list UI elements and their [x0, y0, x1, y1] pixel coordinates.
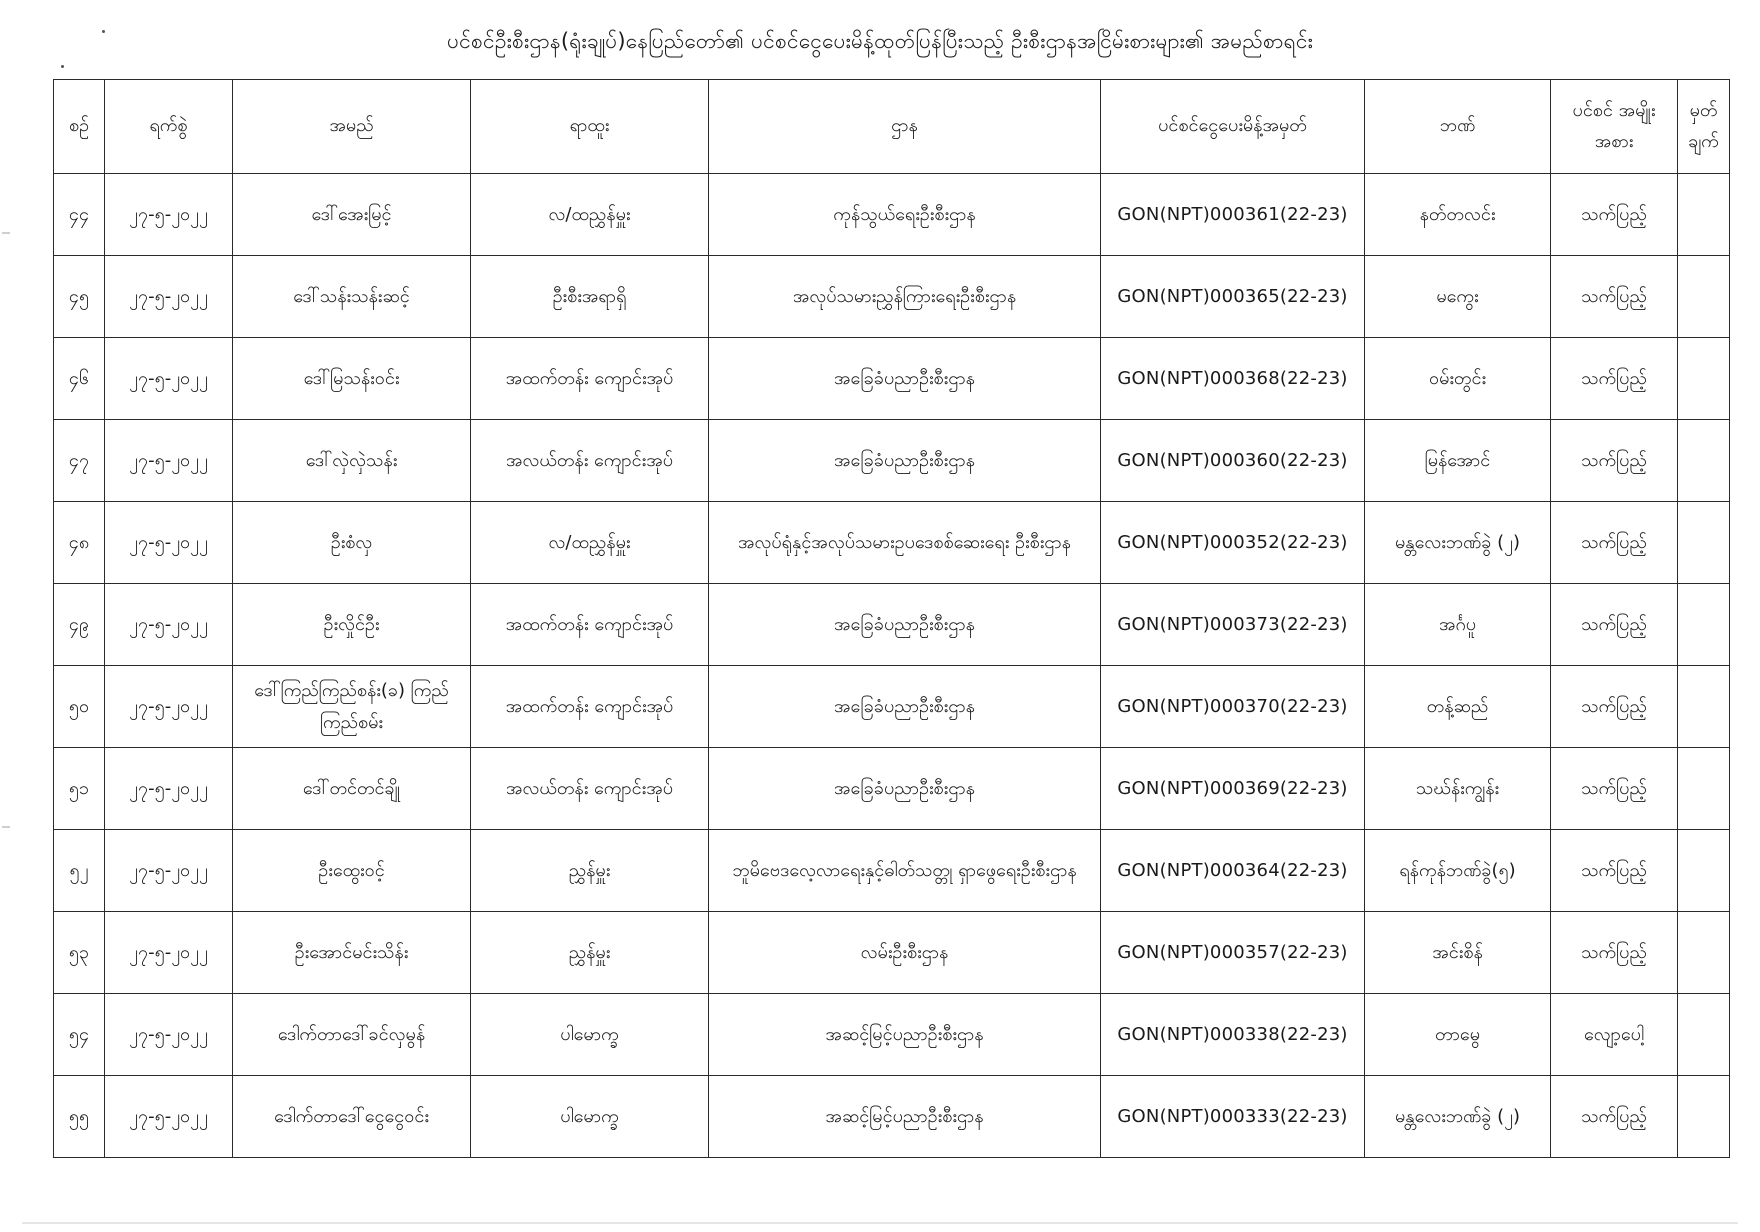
cell-serial: ၄၇: [54, 420, 105, 502]
cell-position: အထက်တန်း ကျောင်းအုပ်: [471, 584, 709, 666]
cell-license: GON(NPT)000370(22-23): [1101, 666, 1365, 748]
cell-pension-type: သက်ပြည့်: [1551, 338, 1678, 420]
table-row: [54, 584, 1730, 666]
cell-position: ပါမောက္ခ: [471, 994, 709, 1076]
cell-bank: ရန်ကုန်ဘဏ်ခွဲ(၅): [1365, 830, 1551, 912]
cell-empty: [1678, 994, 1730, 1076]
cell-empty: [1678, 748, 1730, 830]
cell-department: အခြေခံပညာဦးစီးဌာန: [709, 666, 1101, 748]
cell-department: အလုပ်ရုံနှင့်အလုပ်သမားဥပဒေစစ်ဆေးရေး ဦးစီးဌာန: [709, 502, 1101, 584]
cell-date: ၂၇-၅-၂၀၂၂: [105, 830, 233, 912]
cell-department: ကုန်သွယ်ရေးဦးစီးဌာန: [709, 174, 1101, 256]
cell-pension-type: လျော့ပေါ့: [1551, 994, 1678, 1076]
scan-margin-mark: [2, 826, 10, 828]
cell-date: ၂၇-၅-၂၀၂၂: [105, 748, 233, 830]
table-row: [54, 420, 1730, 502]
table-row: [54, 666, 1730, 748]
cell-pension-type: သက်ပြည့်: [1551, 748, 1678, 830]
cell-empty: [1678, 830, 1730, 912]
scan-speck: [61, 65, 64, 68]
cell-date: ၂၇-၅-၂၀၂၂: [105, 338, 233, 420]
cell-date: ၂၇-၅-၂၀၂၂: [105, 420, 233, 502]
table-row: [54, 256, 1730, 338]
cell-license: GON(NPT)000364(22-23): [1101, 830, 1365, 912]
header-bank: ဘဏ်: [1365, 80, 1551, 174]
cell-department: လမ်းဦးစီးဌာန: [709, 912, 1101, 994]
cell-empty: [1678, 666, 1730, 748]
header-department: ဌာန: [709, 80, 1101, 174]
cell-position: အလယ်တန်း ကျောင်းအုပ်: [471, 748, 709, 830]
cell-bank: အင်းစိန်: [1365, 912, 1551, 994]
scan-bottom-edge: [22, 1222, 1738, 1224]
table-body: [54, 174, 1730, 1158]
cell-license: GON(NPT)000352(22-23): [1101, 502, 1365, 584]
cell-date: ၂၇-၅-၂၀၂၂: [105, 994, 233, 1076]
cell-serial: ၄၆: [54, 338, 105, 420]
scan-margin-mark: [2, 232, 10, 234]
cell-serial: ၅၃: [54, 912, 105, 994]
cell-position: အလယ်တန်း ကျောင်းအုပ်: [471, 420, 709, 502]
cell-serial: ၅၂: [54, 830, 105, 912]
cell-pension-type: သက်ပြည့်: [1551, 1076, 1678, 1158]
cell-serial: ၅၅: [54, 1076, 105, 1158]
pension-record-table: [53, 79, 1730, 1158]
table-row: [54, 912, 1730, 994]
cell-serial: ၅၀: [54, 666, 105, 748]
cell-pension-type: သက်ပြည့်: [1551, 666, 1678, 748]
cell-empty: [1678, 420, 1730, 502]
cell-position: လ/ထညွှန်မှူး: [471, 174, 709, 256]
cell-name: ဒေါက်တာဒေါ်ငွေငွေဝင်း: [233, 1076, 471, 1158]
cell-bank: မန္တလေးဘဏ်ခွဲ (၂): [1365, 502, 1551, 584]
cell-bank: ဝမ်းတွင်း: [1365, 338, 1551, 420]
cell-name: ဦးလှိုင်ဦး: [233, 584, 471, 666]
cell-pension-type: သက်ပြည့်: [1551, 174, 1678, 256]
cell-pension-type: သက်ပြည့်: [1551, 420, 1678, 502]
cell-pension-type: သက်ပြည့်: [1551, 584, 1678, 666]
cell-license: GON(NPT)000365(22-23): [1101, 256, 1365, 338]
header-position: ရာထူး: [471, 80, 709, 174]
cell-empty: [1678, 502, 1730, 584]
cell-position: ညွှန်မှူး: [471, 830, 709, 912]
cell-position: အထက်တန်း ကျောင်းအုပ်: [471, 338, 709, 420]
cell-pension-type: သက်ပြည့်: [1551, 912, 1678, 994]
cell-department: အခြေခံပညာဦးစီးဌာန: [709, 420, 1101, 502]
cell-bank: မကွေး: [1365, 256, 1551, 338]
cell-bank: နတ်တလင်း: [1365, 174, 1551, 256]
cell-department: အဆင့်မြင့်ပညာဦးစီးဌာန: [709, 1076, 1101, 1158]
cell-serial: ၄၉: [54, 584, 105, 666]
cell-department: အခြေခံပညာဦးစီးဌာန: [709, 584, 1101, 666]
cell-empty: [1678, 912, 1730, 994]
cell-position: လ/ထညွှန်မှူး: [471, 502, 709, 584]
cell-department: အခြေခံပညာဦးစီးဌာန: [709, 338, 1101, 420]
cell-pension-type: သက်ပြည့်: [1551, 502, 1678, 584]
header-name: အမည်: [233, 80, 471, 174]
cell-name: ဒေါ်တင်တင်ချို: [233, 748, 471, 830]
header-serial: စဉ်: [54, 80, 105, 174]
cell-license: GON(NPT)000373(22-23): [1101, 584, 1365, 666]
cell-bank: အင်္ဂပူ: [1365, 584, 1551, 666]
header-date: ရက်စွဲ: [105, 80, 233, 174]
cell-name: ဒေါ်ကြည်ကြည်စန်း(ခ) ကြည်ကြည်စမ်း: [233, 666, 471, 748]
cell-empty: [1678, 584, 1730, 666]
cell-date: ၂၇-၅-၂၀၂၂: [105, 256, 233, 338]
cell-license: GON(NPT)000333(22-23): [1101, 1076, 1365, 1158]
table-row: [54, 502, 1730, 584]
cell-license: GON(NPT)000361(22-23): [1101, 174, 1365, 256]
cell-license: GON(NPT)000369(22-23): [1101, 748, 1365, 830]
cell-name: ဦးထွေးဝင့်: [233, 830, 471, 912]
cell-license: GON(NPT)000368(22-23): [1101, 338, 1365, 420]
table-row: [54, 830, 1730, 912]
cell-empty: [1678, 338, 1730, 420]
table-row: [54, 748, 1730, 830]
cell-name: ဒေါ်လှဲလှဲသန်း: [233, 420, 471, 502]
cell-pension-type: သက်ပြည့်: [1551, 256, 1678, 338]
scan-speck: [102, 30, 105, 33]
cell-date: ၂၇-၅-၂၀၂၂: [105, 174, 233, 256]
cell-name: ဦးစံလှ: [233, 502, 471, 584]
header-pension-type: ပင်စင် အမျိုးအစား: [1551, 80, 1678, 174]
header-pension-order-no: ပင်စင်ငွေပေးမိန့်အမှတ်: [1101, 80, 1365, 174]
cell-empty: [1678, 1076, 1730, 1158]
cell-bank: မြန်အောင်: [1365, 420, 1551, 502]
cell-empty: [1678, 174, 1730, 256]
header-remarks: မှတ် ချက်: [1678, 80, 1730, 174]
cell-date: ၂၇-၅-၂၀၂၂: [105, 584, 233, 666]
table-row: [54, 1076, 1730, 1158]
cell-serial: ၄၄: [54, 174, 105, 256]
cell-date: ၂၇-၅-၂၀၂၂: [105, 1076, 233, 1158]
cell-position: ပါမောက္ခ: [471, 1076, 709, 1158]
cell-name: ဒေါ်မြသန်းဝင်း: [233, 338, 471, 420]
table-row: [54, 338, 1730, 420]
cell-position: ဦးစီးအရာရှိ: [471, 256, 709, 338]
table-row: [54, 174, 1730, 256]
header-row: [54, 80, 1730, 174]
cell-date: ၂၇-၅-၂၀၂၂: [105, 666, 233, 748]
cell-position: ညွှန်မှူး: [471, 912, 709, 994]
cell-license: GON(NPT)000360(22-23): [1101, 420, 1365, 502]
cell-bank: မန္တလေးဘဏ်ခွဲ (၂): [1365, 1076, 1551, 1158]
cell-name: ဒေါ်အေးမြင့်: [233, 174, 471, 256]
cell-bank: သဃ်န်းကျွန်း: [1365, 748, 1551, 830]
cell-position: အထက်တန်း ကျောင်းအုပ်: [471, 666, 709, 748]
cell-department: ဘူမိဗေဒလေ့လာရေးနှင့်ဓါတ်သတ္တု ရှာဖွေရေးဦးစီးဌာန: [709, 830, 1101, 912]
cell-date: ၂၇-၅-၂၀၂၂: [105, 912, 233, 994]
cell-empty: [1678, 256, 1730, 338]
cell-name: ဦးအောင်မင်းသိန်း: [233, 912, 471, 994]
cell-name: ဒေါ်သန်းသန်းဆင့်: [233, 256, 471, 338]
cell-department: အခြေခံပညာဦးစီးဌာန: [709, 748, 1101, 830]
page-title: ပင်စင်ဦးစီးဌာန(ရုံးချုပ်)နေပြည်တော်၏ ပင်စင်ငွေပေးမိန့်ထုတ်ပြန်ပြီးသည့် ဦးစီးဌာနအငြိမ်းစားများ၏ အမည်စာရင်း: [446, 29, 1314, 53]
cell-department: အဆင့်မြင့်ပညာဦးစီးဌာန: [709, 994, 1101, 1076]
table-row: [54, 994, 1730, 1076]
cell-license: GON(NPT)000338(22-23): [1101, 994, 1365, 1076]
cell-bank: တာမွေ: [1365, 994, 1551, 1076]
cell-serial: ၄၈: [54, 502, 105, 584]
cell-license: GON(NPT)000357(22-23): [1101, 912, 1365, 994]
cell-bank: တန့်ဆည်: [1365, 666, 1551, 748]
cell-date: ၂၇-၅-၂၀၂၂: [105, 502, 233, 584]
cell-serial: ၄၅: [54, 256, 105, 338]
cell-pension-type: သက်ပြည့်: [1551, 830, 1678, 912]
cell-serial: ၅၁: [54, 748, 105, 830]
cell-serial: ၅၄: [54, 994, 105, 1076]
cell-name: ဒေါက်တာဒေါ်ခင်လှမွန်: [233, 994, 471, 1076]
cell-department: အလုပ်သမားညွှန်ကြားရေးဦးစီးဌာန: [709, 256, 1101, 338]
